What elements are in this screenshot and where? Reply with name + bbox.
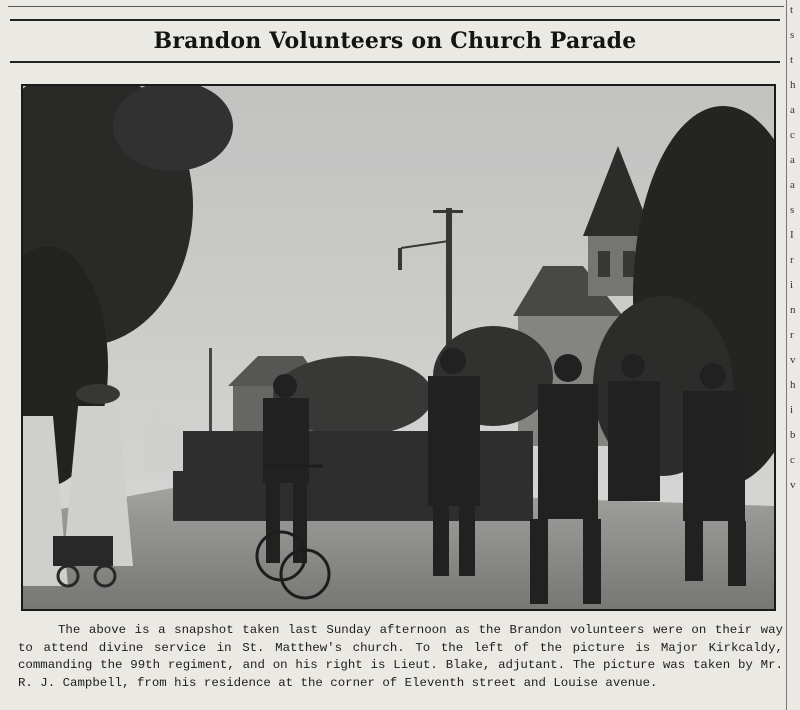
fragment-letter: t — [790, 4, 794, 16]
fragment-letter: i — [790, 404, 794, 416]
fragment-letter: a — [790, 179, 795, 191]
fragment-letter: t — [790, 54, 794, 66]
fragment-letter: b — [790, 429, 796, 441]
headline: Brandon Volunteers on Church Parade — [153, 28, 637, 54]
fragment-letter: I — [790, 229, 794, 241]
top-rule — [8, 6, 784, 7]
headline-box — [10, 19, 780, 63]
fragment-letter: r — [790, 329, 794, 341]
fragment-letter: c — [790, 454, 795, 466]
fragment-letter: c — [790, 129, 795, 141]
fragment-letter: v — [790, 479, 796, 491]
fragment-letter: v — [790, 354, 796, 366]
fragment-letter: a — [790, 104, 795, 116]
fragment-letter: h — [790, 79, 796, 91]
fragment-letter: i — [790, 279, 794, 291]
parade-photograph — [21, 84, 776, 611]
column-rule — [786, 0, 787, 710]
adjacent-column-fragment — [790, 0, 800, 710]
fragment-letter: r — [790, 254, 794, 266]
fragment-letter: s — [790, 204, 795, 216]
caption-text: The above is a snapshot taken last Sunday afternoon as the Brandon volunteers were on their way to attend divine service in St. Matthew's church. To the left of the picture is Major Kirkcaldy, commanding the 99th regiment, and on his right is Lieut. Blake, adjutant. The picture was taken by Mr. R. J. Campbell, from his residence at the corner of Eleventh street and Louise avenue. — [18, 623, 783, 690]
photo-illustration — [23, 86, 774, 609]
fragment-letter: n — [790, 304, 796, 316]
fragment-letter: h — [790, 379, 796, 391]
fragment-letter: s — [790, 29, 795, 41]
photo-caption — [18, 622, 783, 692]
fragment-letter: a — [790, 154, 795, 166]
